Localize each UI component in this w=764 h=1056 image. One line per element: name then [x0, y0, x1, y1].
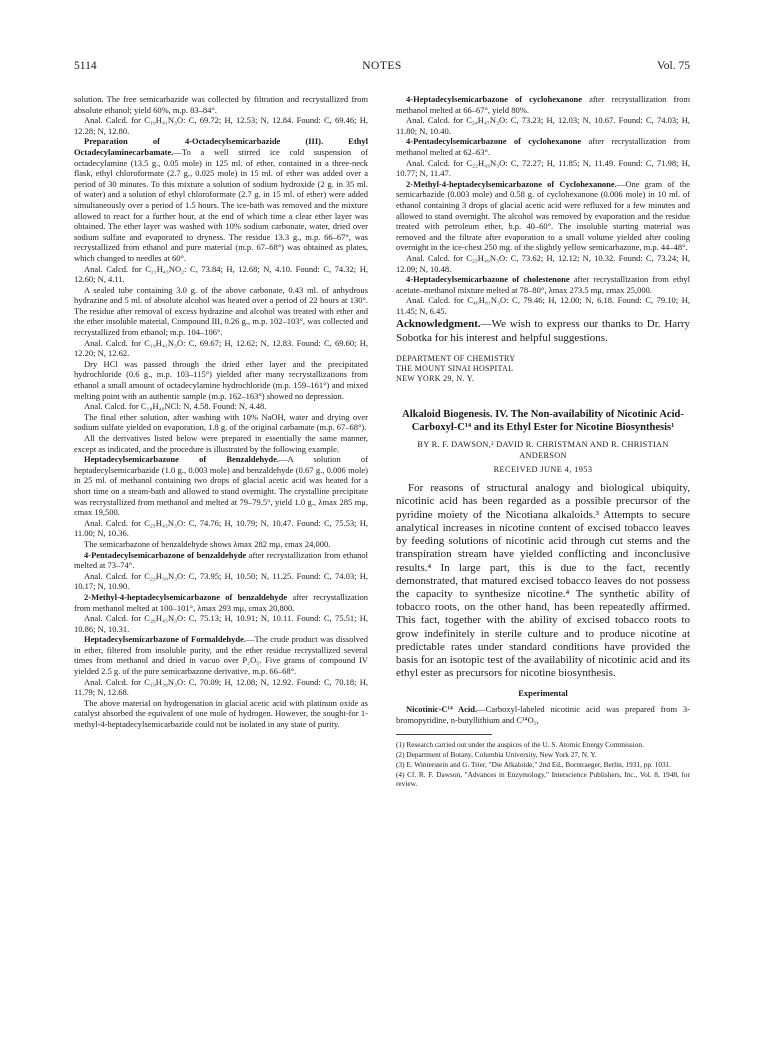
analysis-paragraph: Anal. Calcd. for C₁₉H₄₁N₃O: C, 69.67; H, 12.62; N, 12.83. Found: C, 69.60; H, 12.20; N, 12.62.	[74, 337, 368, 359]
footnote: (3) E. Winterstein and G. Trier, "Die Alkaloide," 2nd Ed., Borntraeger, Berlin, 1931, pp. 1031.	[396, 759, 672, 769]
footnote: (1) Research carried out under the auspices of the U. S. Atomic Energy Commission.	[396, 739, 644, 749]
paragraph: solution. The free semicarbazide was collected by filtration and recrystallized from absolute ethanol; yield 60%, m.p. 83–84°.	[74, 94, 368, 115]
procedure-paragraph	[74, 454, 368, 518]
paragraph: The above material on hydrogenation in glacial acetic acid with platinum oxide as catalyst absorbed the equivalent of one mole of hydrogen. However, the sought-for 1-methyl-4-heptadecylsemicarbazide could not be isolated in any state of purity.	[74, 697, 368, 730]
article-title: Alkaloid Biogenesis. IV. The Non-availability of Nicotinic Acid-Carboxyl-C¹⁴ and its Ethyl Ester for Nicotine Biosynthesis¹	[402, 408, 684, 433]
procedure-text: —The crude product was dissolved in ether, filtered from insoluble purity, and the ether residue recrystallized several times from methanol and dried in vacuo over P₂O₅. Five grams of compound IV yielded 2.5 g. of the pure semicarbazone derivative, m.p. 66–68°.	[74, 634, 368, 677]
analysis-paragraph: Anal. Calcd. for C₂₃H₃₉N₃O: C, 73.95; H, 10.50; N, 11.25. Found: C, 74.03; H, 10.17; N, 10.90.	[74, 570, 368, 592]
procedure-heading: 4-Pentadecylsemicarbazone of benzaldehyde	[84, 549, 247, 560]
article-body: For reasons of structural analogy and biological ubiquity, nicotinic acid has been regarded as a possible precursor of the pyridine moiety of the Nicotiana alkaloids.³ Attempts to secure analytical increases in nicotine content of excised tobacco leaves by feeding solutions of nicotinic acid through cut stems and the transpiration stream have yielded conflicting and inconclusive results.⁴ In large part, this is due to the fact, recently demonstrated, that matured excised tobacco leaves do not possess the capacity to synthesize nicotine.⁴ The synthetic ability of tobacco roots, on the other hand, has been repeatedly affirmed. This fact, together with the ability of excised tobacco roots to grow indefinitely in sterile culture and to produce nicotine at predictable rates under standard conditions have provided the basis for an isotopic test of the availability of nicotinic acid and its ethyl ester as precursors for nicotine biosynthesis.	[396, 482, 690, 680]
received-date: RECEIVED JUNE 4, 1953	[493, 465, 593, 475]
procedure-paragraph	[396, 179, 690, 253]
analysis-paragraph: Anal. Calcd. for C₁₈H₄₀NCl: N, 4.58. Found: N, 4.48.	[84, 401, 267, 412]
procedure-text: after recrystallization from ethanol melted at 73–74°.	[74, 549, 368, 571]
analysis-paragraph: Anal. Calcd. for C₂₂H₄₃N₃O: C, 72.27; H, 11.85; N, 11.49. Found: C, 71.98; H, 10.77; N, 11.47.	[396, 157, 690, 179]
paragraph: A sealed tube containing 3.0 g. of the above carbonate, 0.43 ml. of anhydrous hydrazine and 5 ml. of absolute alcohol was heated over a period of 22 hours at 130°. The residue after removal of excess hydrazine and alcohol was treated with ether and the ether insoluble material, Compound III, 0.26 g., m.p. 102–103°, was collected and recrystallized from ethanol; m.p. 104–106°.	[74, 284, 368, 338]
analysis-paragraph: Anal. Calcd. for C₂₅H₄₉N₃O: C, 73.62; H, 12.12; N, 10.32. Found: C, 73.24; H, 12.09; N, 10.48.	[396, 252, 690, 274]
paragraph: The final ether solution, after washing with 10% NaOH, water and drying over sodium sulfate yielded on evaporation, 1.8 g. of the original carbamate (m.p. 67–68°).	[74, 411, 368, 433]
left-column	[74, 94, 368, 1010]
procedure-text: after recrystallization from methanol melted at 100–101°, λmax 293 mμ, εmax 20,800.	[74, 591, 368, 613]
procedure-text: —One gram of the semicarbazide (0.003 mole) and 0.58 g. of cyclohexanone (0.006 mole) in 10 ml. of ethanol containing 3 drops of glacial acetic acid were refluxed for a few minutes and allowed to stand overnight. The alcohol was removed by evaporation and the residue treated with petroleum ether, b.p. 40–60°. The insoluble starting material was removed and the filtrate after evaporation to a small volume yielded after cooling overnight in the ice-chest 250 mg. of the slightly yellow semicarbazone, m.p. 44–48°.	[396, 178, 690, 253]
procedure-paragraph	[396, 136, 690, 157]
procedure-paragraph	[74, 592, 368, 613]
procedure-paragraph	[396, 274, 690, 295]
procedure-paragraph	[74, 550, 368, 571]
analysis-paragraph: Anal. Calcd. for C₂₆H₄₅N₃O: C, 75.13; H, 10.91; N, 10.11. Found: C, 75.51; H, 10.86; N, 10.31.	[74, 613, 368, 634]
affiliation-line: THE MOUNT SINAI HOSPITAL	[396, 364, 514, 374]
article-authors: BY R. F. DAWSON,² DAVID R. CHRISTMAN AND R. CHRISTIAN ANDERSON	[417, 440, 669, 460]
procedure-heading: Heptadecylsemicarbazone of Benzaldehyde.	[84, 454, 279, 465]
procedure-heading: 2-Methyl-4-heptadecylsemicarbazone of Cyclohexanone.	[406, 178, 617, 189]
acknowledgment-text: —We wish to express our thanks to Dr. Harry Sobotka for his interest and helpful suggestions.	[396, 318, 690, 345]
affiliation-line: DEPARTMENT OF CHEMISTRY	[396, 353, 516, 363]
affiliation-block	[396, 354, 690, 385]
paragraph: Dry HCl was passed through the dried ether layer and the precipitated hydrochloride (0.6 g., m.p. 103–115°) yielded after many recrystallizations from ethanol a small amount of octadecylamine hydrochloride (m.p. 159–161°) and mixed melting point with an authentic sample (m.p. 162–163°) showed no depression.	[74, 358, 368, 401]
acknowledgment	[396, 318, 690, 345]
analysis-paragraph: Anal. Calcd. for C₂₁H₄₃NO₂: C, 73.84; H, 12.68; N, 4.10. Found: C, 74.32; H, 12.60; N, 4.11.	[74, 263, 368, 285]
section-title: NOTES	[362, 60, 402, 72]
right-column	[396, 94, 690, 1010]
procedure-text: after recrystallization from ethyl acetate–methanol mixture melted at 78–80°, λmax 273.5 mμ, εmax 25,000.	[396, 274, 690, 295]
procedure-heading: 4-Pentadecylsemicarbazone of cyclohexanone	[406, 136, 582, 147]
affiliation-line: NEW YORK 29, N. Y.	[396, 374, 475, 384]
footnote-divider	[396, 734, 492, 735]
procedure-heading: 4-Heptadecylsemicarbazone of cholestenone	[406, 274, 570, 285]
procedure-text: —A solution of heptadecylsemicarbazide (1.0 g., 0.003 mole) and benzaldehyde (0.67 g., 0.006 mole) in 25 ml. of methanol containing two drops of glacial acetic acid was heated for a short time on a steam-bath and allowed to stand overnight. The crystalline precipitate was recrystallized from methanol and melted at 79–79.5°, yield 1.0 g., λmax 285 mμ, εmax 19,500.	[74, 454, 368, 518]
procedure-text: —To a well stirred ice cold suspension of octadecylamine (13.5 g., 0.05 mole) in 125 ml. of ether, contained in a three-neck flask, ethyl chloroformate (2.7 g., 0.025 mole) in 15 ml. of ether was added over a period of 30 minutes. To this mixture a solution of sodium hydroxide (2 g. in 35 ml. of water) and a solution of ethyl chloroformate (2.7 g. in 15 ml. of ether) were added simultaneously over a period of 1.5 hours. The ice-bath was removed and the mixture allowed to react for a further hour, at the end of which time a clear ether layer was obtained. The ether layer was washed with 10% sodium carbonate, water, dried over sodium sulfate and evaporated to dryness. The residue 13.3 g., m.p. 66–67°, was recrystallized from ethanol and pure material (m.p. 67–68°) was obtained as plates, which changed to needles at 60°.	[74, 146, 368, 263]
procedure-paragraph	[396, 94, 690, 115]
acknowledgment-heading: Acknowledgment.	[396, 318, 481, 331]
procedure-paragraph	[74, 634, 368, 676]
procedure-text: after recrystallization from methanol melted at 66–67°, yield 80%.	[396, 94, 690, 115]
running-header	[74, 60, 690, 76]
page-number: 5114	[74, 60, 97, 72]
analysis-paragraph: Anal. Calcd. for C₁₉H₃₉N₃O: C, 70.09; H, 12.08; N, 12.92. Found: C, 70.18; H, 11.79; N, 12.68.	[74, 676, 368, 698]
paragraph: All the derivatives listed below were prepared in essentially the same manner, except as indicated, and the procedure is illustrated by the following example.	[74, 433, 368, 454]
procedure-heading: 2-Methyl-4-heptadecylsemicarbazone of benzaldehyde	[84, 591, 288, 602]
section-heading: Experimental	[518, 688, 568, 699]
analysis-paragraph: Anal. Calcd. for C₂₅H₄₃N₃O: C, 74.76; H, 10.79; N, 10.47. Found: C, 75.53; H, 11.00; N, 10.36.	[74, 517, 368, 539]
procedure-text: —Carboxyl-labeled nicotinic acid was prepared from 3-bromopyridine, n-butyllithium and C¹⁴O₂,	[396, 704, 690, 725]
procedure-text: after recrystallization from methanol melted at 62–63°.	[396, 136, 690, 157]
footnote: (2) Department of Botany, Columbia University, New York 27, N. Y.	[396, 749, 597, 759]
procedure-heading: Preparation of 4-Octadecylsemicarbazide (III). Ethyl Octadecylaminecarbamate.	[74, 136, 368, 157]
footnote: (4) Cf. R. F. Dawson, "Advances in Enzymology," Interscience Publishers, Inc., Vol. 8, 1948, for review.	[396, 770, 690, 789]
volume-label: Vol. 75	[656, 60, 690, 72]
paragraph: The semicarbazone of benzaldehyde shows λmax 282 mμ, εmax 24,000.	[84, 538, 331, 549]
procedure-paragraph	[74, 136, 368, 263]
analysis-paragraph: Anal. Calcd. for C₁₉H₄₁N₃O: C, 69.72; H, 12.53; N, 12.84. Found: C, 69.46; H, 12.28; N, 12.80.	[74, 115, 368, 136]
analysis-paragraph: Anal. Calcd. for C₂₄H₄₇N₃O: C, 73.23; H, 12.03; N, 10.67. Found: C, 74.03; H, 11.80; N, 10.40.	[396, 115, 690, 136]
procedure-paragraph	[396, 704, 690, 725]
procedure-heading: 4-Heptadecylsemicarbazone of cyclohexanone	[406, 94, 583, 104]
procedure-heading: Heptadecylsemicarbazone of Formaldehyde.	[84, 634, 247, 645]
analysis-paragraph: Anal. Calcd. for C₄₆H₈₁N₃O: C, 79.46; H, 12.00; N, 6.18. Found: C, 79.10; H, 11.45; N, 6.45.	[396, 295, 690, 316]
procedure-heading: Nicotinic-C¹⁴ Acid.	[406, 704, 478, 715]
